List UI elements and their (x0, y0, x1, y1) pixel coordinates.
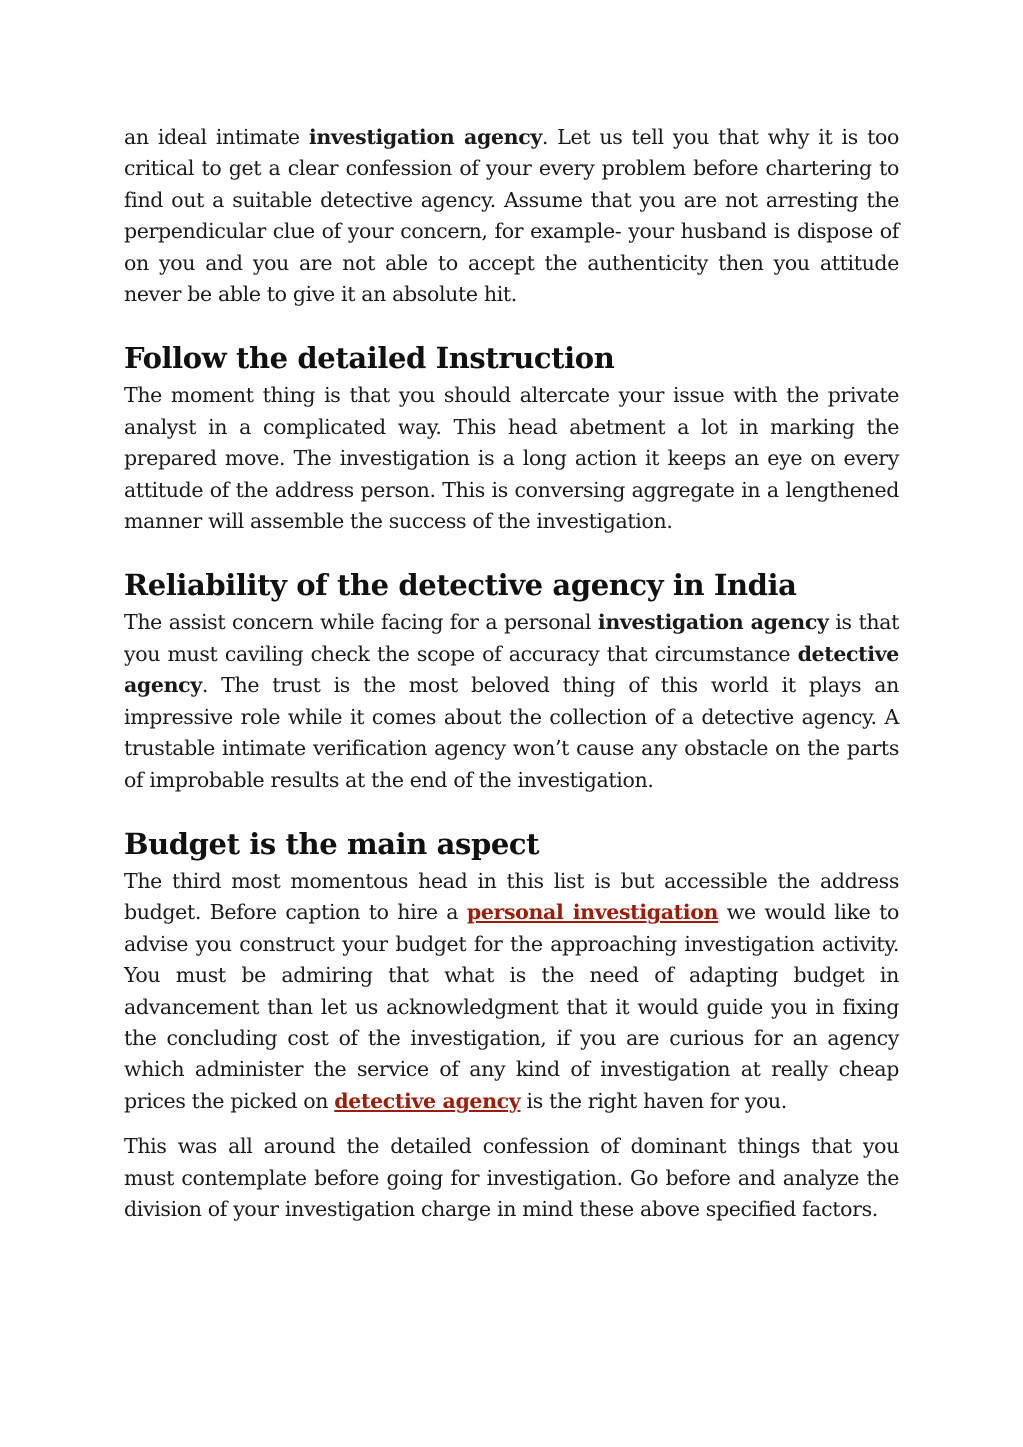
section-budget (124, 824, 899, 1225)
section-paragraph (124, 607, 899, 795)
intro-text-1: an ideal intimate (124, 125, 309, 149)
intro-text-2: . Let us tell you that why it is too critical to get a clear confession of your every problem before chartering to find out a suitable detective agency. Assume that you are not arresting the perpendicular clue of your concern, for example- your husband is dispose of on you and you are not able to accept the authenticity then you attitude never be able to give it an absolute hit. (124, 125, 899, 307)
section-heading: Reliability of the detective agency in India (124, 568, 797, 603)
paragraph-text-2: we would like to advise you construct your budget for the approaching investigation activity. You must be admiring that what is the need of adapting budget in advancement than let us acknowledgment that it would guide you in fixing the concluding cost of the investigation, if you are curious for an agency which administer the service of any kind of investigation at really cheap prices the picked on (124, 900, 899, 1113)
bold-investigation-agency: investigation agency (597, 610, 829, 635)
bold-detective-agency: detective agency (124, 641, 899, 698)
section-follow-instruction (124, 338, 899, 537)
intro-paragraph (124, 122, 899, 310)
closing-paragraph: This was all around the detailed confession of dominant things that you must contemplate before going for investigation. Go before and analyze the division of your investigation charge in mind these above specified factors. (124, 1134, 899, 1221)
section-heading: Budget is the main aspect (124, 826, 540, 861)
document-page (124, 122, 899, 1225)
paragraph-text-3: . The trust is the most beloved thing of this world it plays an impressive role while it comes about the collection of a detective agency. A trustable intimate verification agency won’t cause any obstacle on the parts of improbable results at the end of the investigation. (124, 673, 899, 792)
section-reliability (124, 565, 899, 795)
section-heading: Follow the detailed Instruction (124, 341, 615, 376)
paragraph-text-3: is the right haven for you. (520, 1088, 787, 1113)
paragraph-text-2: is that you must caviling check the scope of accuracy that circumstance (124, 610, 899, 666)
detective-agency-link[interactable]: detective agency (334, 1088, 521, 1113)
paragraph-text-1: The assist concern while facing for a personal (124, 610, 598, 635)
paragraph-text-1: The third most momentous head in this list is but accessible the address budget. Before caption to hire a (124, 868, 899, 925)
intro-bold-investigation-agency: investigation agency (308, 125, 542, 149)
section-paragraph: The moment thing is that you should altercate your issue with the private analyst in a complicated way. This head abetment a lot in marking the prepared move. The investigation is a long action it keeps an eye on every attitude of the address person. This is conversing aggregate in a lengthened manner will assemble the success of the investigation. (124, 383, 899, 534)
personal-investigation-link[interactable]: personal investigation (466, 900, 719, 925)
section-paragraph (124, 866, 899, 1117)
